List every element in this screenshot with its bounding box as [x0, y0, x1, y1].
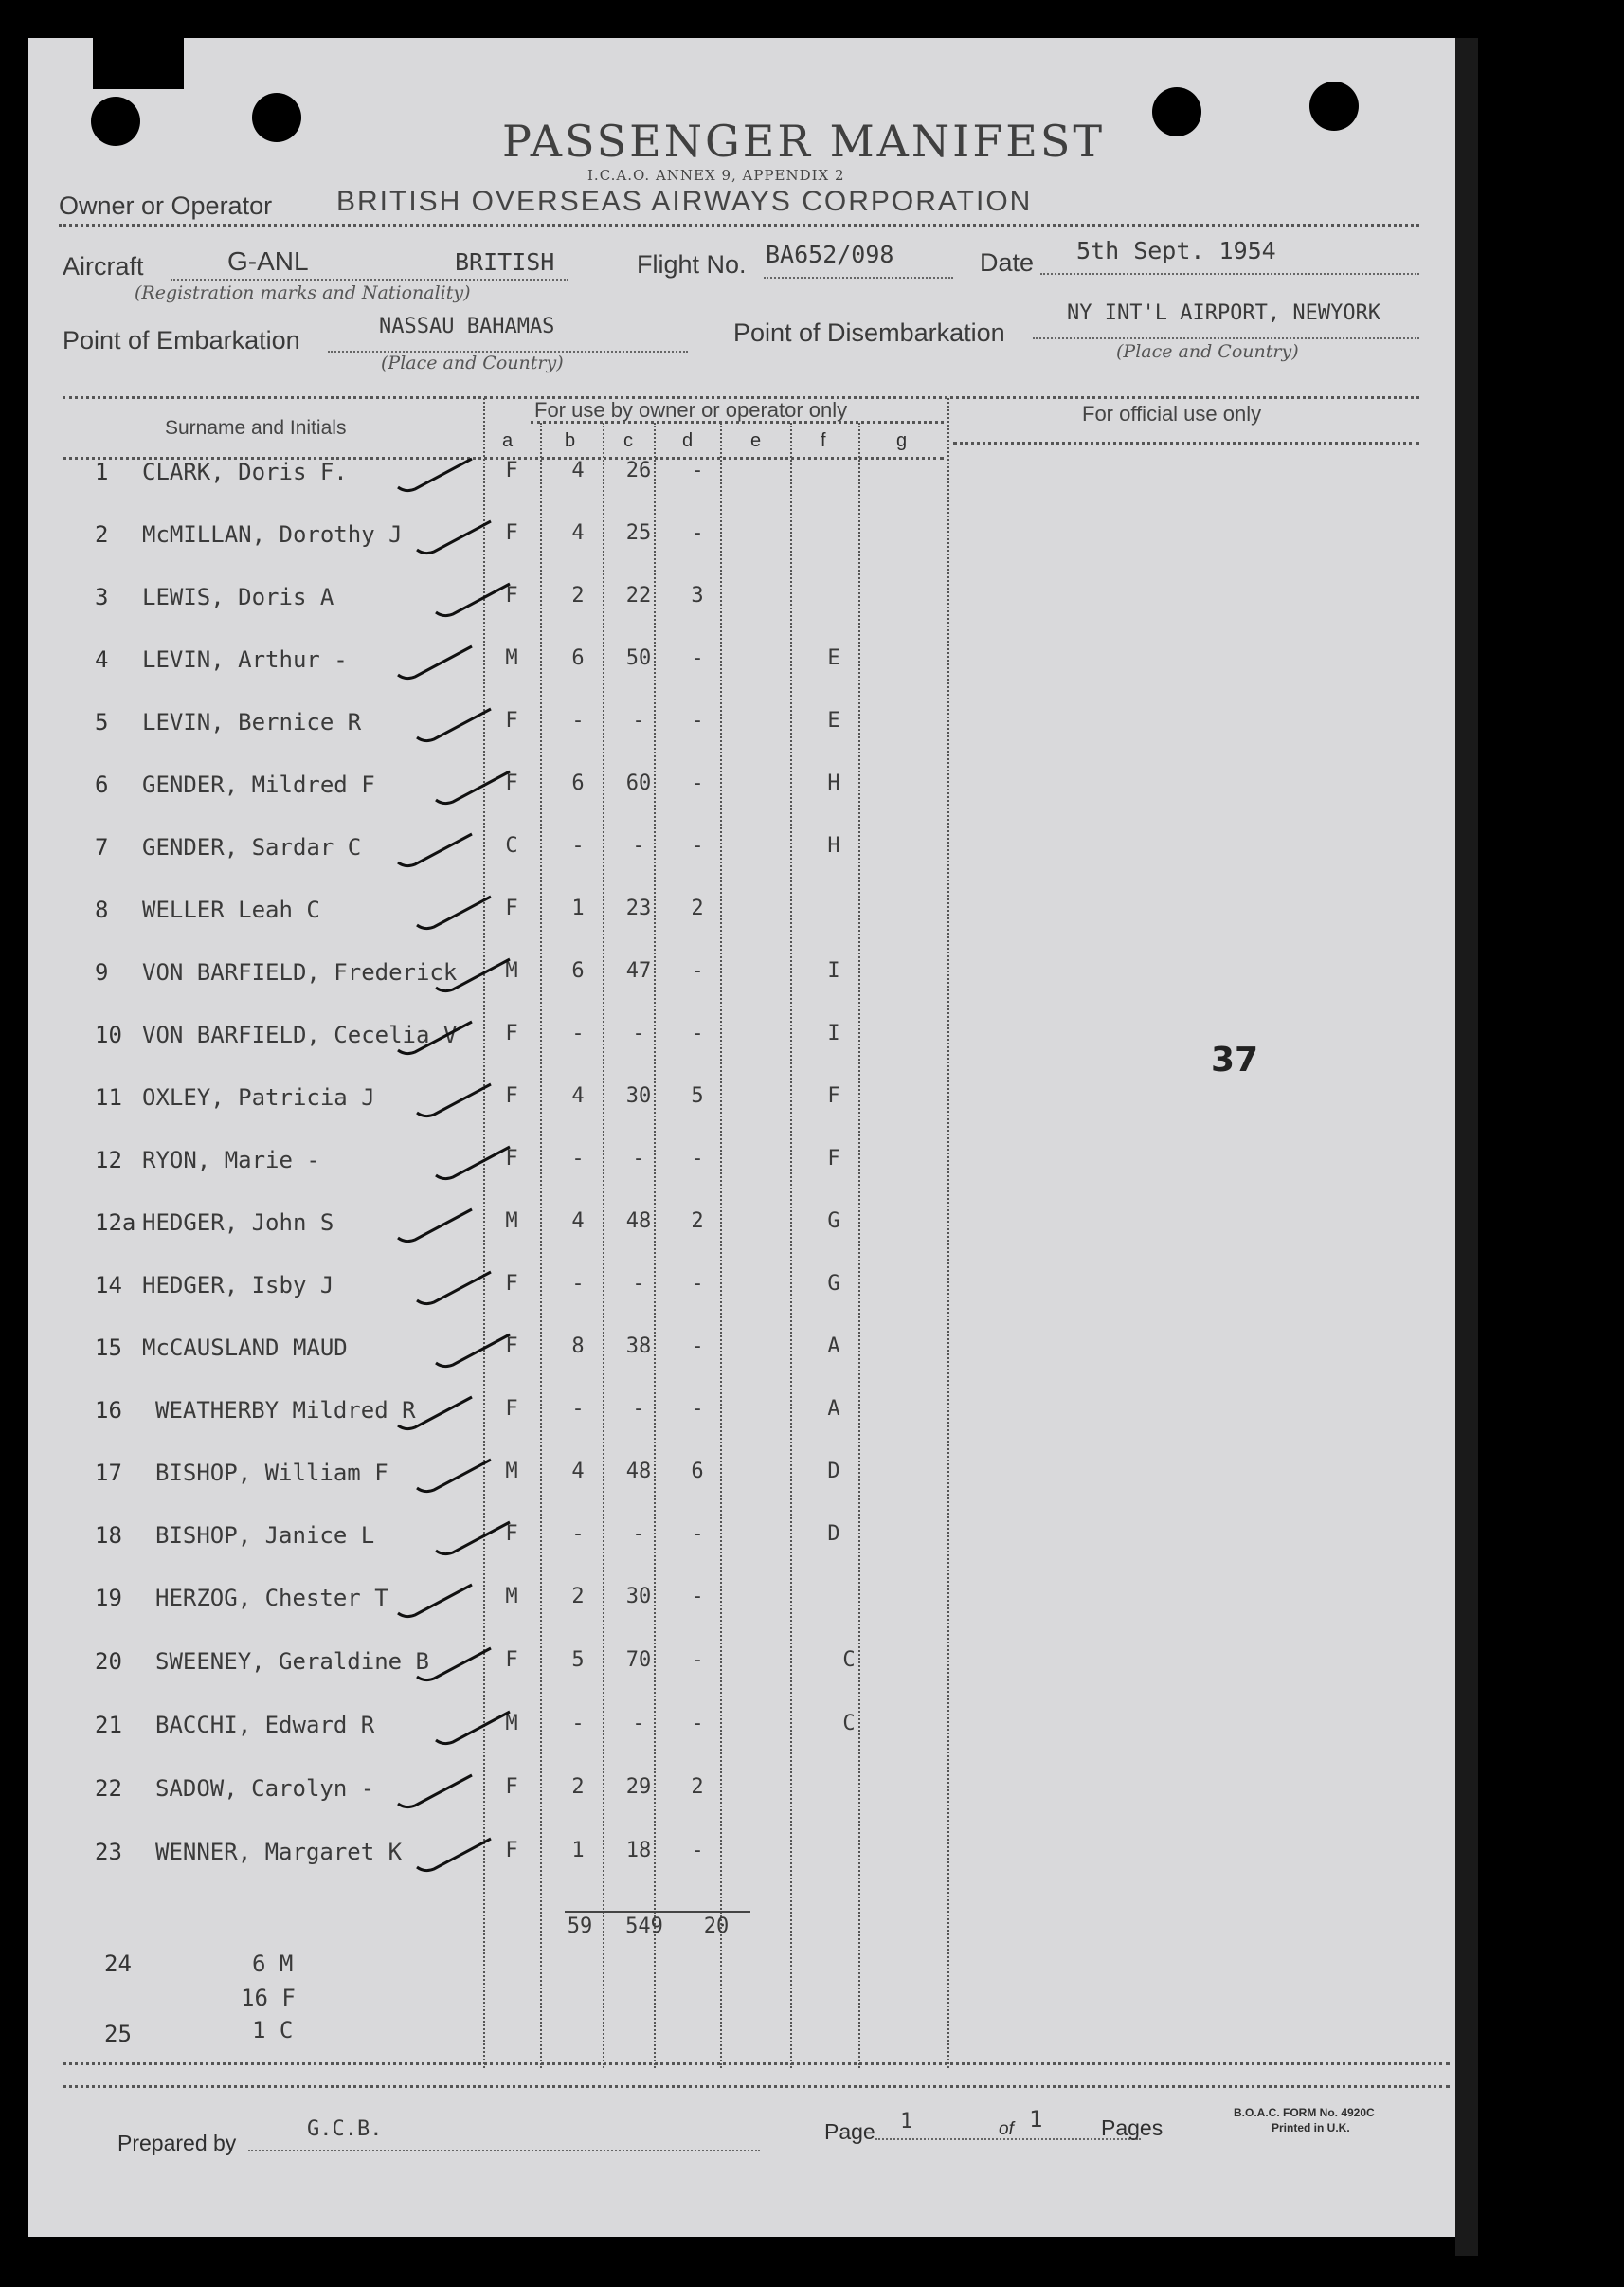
cell-c: 30: [625, 1585, 652, 1608]
cell-b: -: [571, 1147, 585, 1171]
cell-d: -: [691, 1147, 704, 1171]
row-number: 20: [95, 1648, 122, 1675]
cell-a: C: [505, 834, 518, 858]
cell-a: M: [505, 646, 518, 670]
cell-a: M: [505, 959, 518, 983]
prepared-value: G.C.B.: [307, 2117, 383, 2141]
checkmark-icon: [436, 1334, 510, 1367]
cell-b: 6: [571, 771, 585, 795]
cell-f: D: [827, 1522, 840, 1546]
cell-a: F: [505, 1397, 518, 1421]
row-number: 1: [95, 459, 109, 485]
passenger-name: LEWIS, Doris A: [142, 584, 334, 610]
cell-a: F: [505, 521, 518, 545]
form-title: PASSENGER MANIFEST: [502, 116, 1106, 167]
checkmark-icon: [398, 1022, 472, 1054]
checkmark-icon: [417, 521, 491, 554]
cell-a: F: [505, 771, 518, 795]
cell-d: -: [691, 1334, 704, 1358]
cell-b: 2: [571, 584, 585, 608]
of-value: 1: [1029, 2106, 1043, 2133]
checkmark-icon: [417, 1839, 491, 1871]
cell-f: E: [827, 646, 840, 670]
cell-d: -: [691, 459, 704, 482]
passenger-name: HEDGER, John S: [142, 1209, 334, 1236]
cell-b: 8: [571, 1334, 585, 1358]
form-number: B.O.A.C. FORM No. 4920C: [1234, 2106, 1375, 2119]
cell-b: -: [571, 834, 585, 858]
row-number: 3: [95, 584, 109, 610]
cell-d: -: [691, 959, 704, 983]
cell-a: F: [505, 1272, 518, 1296]
checkmark-icon: [436, 959, 510, 991]
passenger-name: WEATHERBY Mildred R: [155, 1397, 416, 1424]
cell-f: F: [827, 1084, 840, 1108]
cell-b: -: [571, 1022, 585, 1045]
row-number: 10: [95, 1022, 122, 1048]
row-number: 9: [95, 959, 109, 986]
disembark-caption: (Place and Country): [1116, 341, 1299, 362]
checkmark-icon: [417, 1648, 491, 1680]
cell-a: F: [505, 1839, 518, 1862]
cell-c: 18: [625, 1839, 652, 1862]
cell-b: -: [571, 709, 585, 733]
row-number: 2: [95, 521, 109, 548]
row-number: 5: [95, 709, 109, 735]
cell-a: F: [505, 1147, 518, 1171]
official-stamp: 37: [1211, 1041, 1259, 1080]
embark-value: NASSAU BAHAMAS: [379, 315, 555, 338]
cell-d: -: [691, 1022, 704, 1045]
checkmark-icon: [417, 1084, 491, 1116]
flight-label: Flight No.: [637, 250, 747, 279]
passenger-name: LEVIN, Bernice R: [142, 709, 362, 735]
summary-female: 16 F: [241, 1985, 296, 2011]
aircraft-label: Aircraft: [63, 252, 144, 281]
col-letter-g: g: [896, 430, 908, 451]
checkmark-icon: [398, 1209, 472, 1242]
cell-b: 4: [571, 1209, 585, 1233]
checkmark-icon: [417, 1272, 491, 1304]
cell-c: 50: [625, 646, 652, 670]
disembark-value: NY INT'L AIRPORT, NEWYORK: [1067, 301, 1381, 325]
cell-b: 6: [571, 959, 585, 983]
col-letter-e: e: [750, 430, 762, 451]
cell-a: F: [505, 897, 518, 920]
row-number: 11: [95, 1084, 122, 1111]
cell-d: -: [691, 834, 704, 858]
cell-f: G: [827, 1209, 840, 1233]
cell-a: F: [505, 1084, 518, 1108]
cell-c: -: [632, 1147, 645, 1171]
passenger-name: BACCHI, Edward R: [155, 1712, 375, 1738]
passenger-name: McMILLAN, Dorothy J: [142, 521, 403, 548]
cell-c: 38: [625, 1334, 652, 1358]
summary-row-num: 25: [104, 2021, 132, 2047]
row-number: 12: [95, 1147, 122, 1173]
cell-f: A: [827, 1334, 840, 1358]
checkmark-icon: [436, 584, 510, 616]
owner-label: Owner or Operator: [59, 191, 273, 220]
embark-label: Point of Embarkation: [63, 326, 300, 354]
printed-in: Printed in U.K.: [1272, 2121, 1350, 2134]
row-number: 16: [95, 1397, 122, 1424]
embark-caption: (Place and Country): [381, 353, 564, 373]
form-subtitle: I.C.A.O. ANNEX 9, APPENDIX 2: [587, 167, 845, 184]
cell-b: 4: [571, 521, 585, 545]
checkmark-icon: [436, 1712, 510, 1744]
cell-f: F: [827, 1147, 840, 1171]
passenger-name: CLARK, Doris F.: [142, 459, 348, 485]
passenger-name: McCAUSLAND MAUD: [142, 1334, 348, 1361]
passenger-name: WENNER, Margaret K: [155, 1839, 403, 1865]
cell-b: 4: [571, 1084, 585, 1108]
flight-value: BA652/098: [766, 241, 894, 268]
passenger-name: BISHOP, William F: [155, 1460, 388, 1486]
checkmark-icon: [436, 1147, 510, 1179]
cell-b: -: [571, 1272, 585, 1296]
cell-f: E: [827, 709, 840, 733]
passenger-name: VON BARFIELD, Cecelia V: [142, 1022, 458, 1048]
cell-a: F: [505, 709, 518, 733]
row-number: 19: [95, 1585, 122, 1611]
cell-c: -: [632, 1022, 645, 1045]
cell-d: 5: [691, 1084, 704, 1108]
of-label: of: [999, 2119, 1014, 2139]
row-number: 21: [95, 1712, 122, 1738]
row-number: 23: [95, 1839, 122, 1865]
cell-c: 22: [625, 584, 652, 608]
owner-value: BRITISH OVERSEAS AIRWAYS CORPORATION: [336, 186, 1033, 217]
cell-d: -: [691, 521, 704, 545]
aircraft-caption: (Registration marks and Nationality): [135, 282, 471, 303]
cell-b: 5: [571, 1648, 585, 1672]
cell-c: 48: [625, 1209, 652, 1233]
cell-d: -: [691, 1522, 704, 1546]
checkmark-icon: [398, 646, 472, 679]
row-number: 15: [95, 1334, 122, 1361]
row-number: 17: [95, 1460, 122, 1486]
cell-f: H: [827, 771, 840, 795]
cell-f: A: [827, 1397, 840, 1421]
cell-c: 48: [625, 1460, 652, 1483]
cell-d: 2: [691, 897, 704, 920]
row-number: 18: [95, 1522, 122, 1549]
cell-d: 2: [691, 1775, 704, 1799]
cell-c: -: [632, 1397, 645, 1421]
passenger-name: GENDER, Mildred F: [142, 771, 375, 798]
cell-d: -: [691, 709, 704, 733]
cell-c: 25: [625, 521, 652, 545]
date-label: Date: [980, 248, 1035, 277]
cell-b: 4: [571, 1460, 585, 1483]
checkmark-icon: [398, 459, 472, 491]
passenger-name: LEVIN, Arthur -: [142, 646, 348, 673]
cell-c: -: [632, 709, 645, 733]
checkmark-icon: [398, 1397, 472, 1429]
cell-d: -: [691, 1839, 704, 1862]
cell-d: -: [691, 771, 704, 795]
cell-d: -: [691, 1712, 704, 1735]
row-number: 8: [95, 897, 109, 923]
row-number: 4: [95, 646, 109, 673]
passenger-name: SADOW, Carolyn -: [155, 1775, 375, 1802]
passenger-name: VON BARFIELD, Frederick: [142, 959, 458, 986]
page-label: Page: [824, 2119, 875, 2144]
cell-d: -: [691, 1272, 704, 1296]
summary-child: 1 C: [252, 2017, 294, 2043]
checkmark-icon: [398, 1775, 472, 1807]
cell-a: M: [505, 1209, 518, 1233]
total-b: 59: [567, 1915, 593, 1938]
cell-a: F: [505, 1648, 518, 1672]
passenger-name: HERZOG, Chester T: [155, 1585, 388, 1611]
cell-b: 1: [571, 1839, 585, 1862]
passenger-name: WELLER Leah C: [142, 897, 320, 923]
official-header: For official use only: [1082, 402, 1262, 426]
cell-b: 1: [571, 897, 585, 920]
col-letter-b: b: [565, 430, 576, 451]
date-value: 5th Sept. 1954: [1076, 237, 1276, 264]
aircraft-reg: G-ANL: [227, 246, 309, 276]
cell-c: 70: [625, 1648, 652, 1672]
cell-b: 4: [571, 459, 585, 482]
cell-c: 23: [625, 897, 652, 920]
cell-f: G: [827, 1272, 840, 1296]
cell-a: F: [505, 459, 518, 482]
row-number: 14: [95, 1272, 122, 1298]
cell-b: -: [571, 1522, 585, 1546]
total-c: 549: [625, 1915, 663, 1938]
cell-c: -: [632, 1522, 645, 1546]
cell-b: 6: [571, 646, 585, 670]
col-letter-c: c: [623, 430, 633, 451]
col-letter-a: a: [502, 430, 514, 451]
passenger-name: RYON, Marie -: [142, 1147, 320, 1173]
cell-a: F: [505, 584, 518, 608]
prepared-label: Prepared by: [117, 2131, 237, 2155]
cell-c: 60: [625, 771, 652, 795]
total-d: 20: [703, 1915, 730, 1938]
cell-f: C: [842, 1712, 856, 1735]
cell-c: 26: [625, 459, 652, 482]
checkmark-icon: [417, 709, 491, 741]
cell-d: 3: [691, 584, 704, 608]
cell-c: -: [632, 1712, 645, 1735]
cell-a: M: [505, 1460, 518, 1483]
checkmark-icon: [398, 1585, 472, 1617]
cell-f: H: [827, 834, 840, 858]
row-number: 22: [95, 1775, 122, 1802]
cell-f: D: [827, 1460, 840, 1483]
cell-c: 29: [625, 1775, 652, 1799]
passenger-name: BISHOP, Janice L: [155, 1522, 375, 1549]
page-value: 1: [900, 2110, 913, 2133]
cell-c: -: [632, 834, 645, 858]
checkmark-icon: [436, 1522, 510, 1554]
passenger-name: SWEENEY, Geraldine B: [155, 1648, 429, 1675]
cell-b: -: [571, 1712, 585, 1735]
col-letter-d: d: [682, 430, 694, 451]
passenger-name: OXLEY, Patricia J: [142, 1084, 375, 1111]
cell-a: F: [505, 1522, 518, 1546]
cell-d: -: [691, 1397, 704, 1421]
cell-a: F: [505, 1775, 518, 1799]
cell-d: -: [691, 1648, 704, 1672]
disembark-label: Point of Disembarkation: [733, 318, 1005, 347]
row-number: 6: [95, 771, 109, 798]
checkmark-icon: [417, 897, 491, 929]
cell-b: 2: [571, 1775, 585, 1799]
cell-a: F: [505, 1334, 518, 1358]
row-number: 12a: [95, 1209, 136, 1236]
row-number: 7: [95, 834, 109, 861]
summary-male: 6 M: [252, 1951, 294, 1977]
aircraft-nationality: BRITISH: [455, 248, 555, 276]
cell-f: I: [827, 959, 840, 983]
cell-d: 6: [691, 1460, 704, 1483]
cell-f: C: [842, 1648, 856, 1672]
cell-c: 30: [625, 1084, 652, 1108]
cell-a: F: [505, 1022, 518, 1045]
cell-c: 47: [625, 959, 652, 983]
pages-label: Pages: [1101, 2115, 1164, 2140]
cell-a: M: [505, 1712, 518, 1735]
cell-b: 2: [571, 1585, 585, 1608]
checkmark-icon: [417, 1460, 491, 1492]
passenger-name: GENDER, Sardar C: [142, 834, 362, 861]
col-name-header: Surname and Initials: [165, 417, 347, 439]
cell-b: -: [571, 1397, 585, 1421]
checkmark-icon: [436, 771, 510, 804]
passenger-name: HEDGER, Isby J: [142, 1272, 334, 1298]
cell-c: -: [632, 1272, 645, 1296]
checkmark-icon: [398, 834, 472, 866]
cell-d: 2: [691, 1209, 704, 1233]
cell-d: -: [691, 646, 704, 670]
cell-a: M: [505, 1585, 518, 1608]
cell-f: I: [827, 1022, 840, 1045]
col-letter-f: f: [821, 430, 826, 451]
cell-d: -: [691, 1585, 704, 1608]
col-group-header: For use by owner or operator only: [534, 398, 848, 422]
summary-row-num: 24: [104, 1951, 132, 1977]
